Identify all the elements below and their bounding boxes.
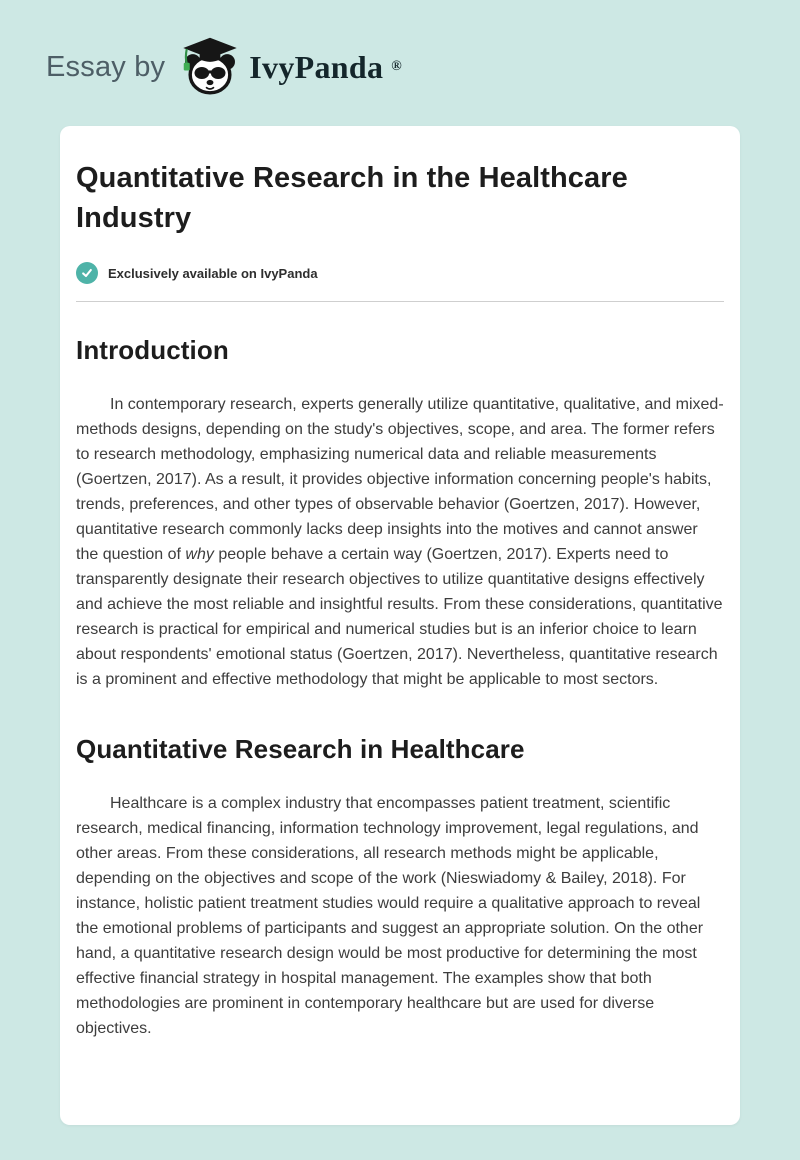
availability-badge: [76, 262, 724, 284]
essay-title: Quantitative Research in the Healthcare Industry: [76, 162, 628, 234]
brand-name: IvyPanda: [249, 48, 384, 85]
intro-text-a: In contemporary research, experts generally utilize quantitative, qualitative, and mixed-methods designs, depending on the study's objectives, scope, and area. The former refers to research methodology, emphasizing numerical data and reliable measurements (Goertzen, 2017). As a result, it provides objective information concerning people's habits, trends, preferences, and other types of observable behavior (Goertzen, 2017). However, quantitative research commonly lacks deep insights into the motives and cannot answer the question of: [76, 396, 724, 563]
essay-by-label: Essay by: [46, 50, 166, 83]
section-heading-introduction: Introduction: [76, 335, 229, 365]
ivypanda-logo: [179, 36, 401, 98]
intro-italic-word: why: [185, 546, 214, 563]
healthcare-paragraph: Healthcare is a complex industry that encompasses patient treatment, scientific research, medical financing, information technology improvement, legal regulations, and other areas. From these considerations, all research methods might be applicable, depending on the objectives and scope of the work (Nieswiadomy & Bailey, 2018). For instance, holistic patient treatment studies would require a qualitative approach to reveal the emotional problems of participants and suggest an appropriate solution. On the other hand, a quantitative research design would be most productive for determining the most effective financial strategy in hospital management. The examples show that both methodologies are prominent in contemporary healthcare but are used for diverse objectives.: [76, 795, 704, 1037]
intro-text-b: people behave a certain way (Goertzen, 2017). Experts need to transparently designate their research objectives to utilize quantitative designs effectively and achieve the most reliable and insightful results. From these considerations, quantitative research is practical for empirical and numerical studies but is an inferior choice to learn about respondents' emotional status (Goertzen, 2017). Nevertheless, quantitative research is a prominent and effective methodology that might be applicable to most sectors.: [76, 546, 723, 688]
intro-paragraph: [76, 392, 724, 692]
panda-graduate-icon: [179, 36, 241, 98]
check-circle-icon: [76, 262, 98, 284]
essay-card: [60, 126, 740, 1125]
divider: [76, 301, 724, 302]
site-header: [0, 0, 800, 100]
availability-text: Exclusively available on IvyPanda: [108, 265, 318, 281]
registered-mark: ®: [391, 59, 402, 74]
section-heading-healthcare: Quantitative Research in Healthcare: [76, 734, 525, 764]
